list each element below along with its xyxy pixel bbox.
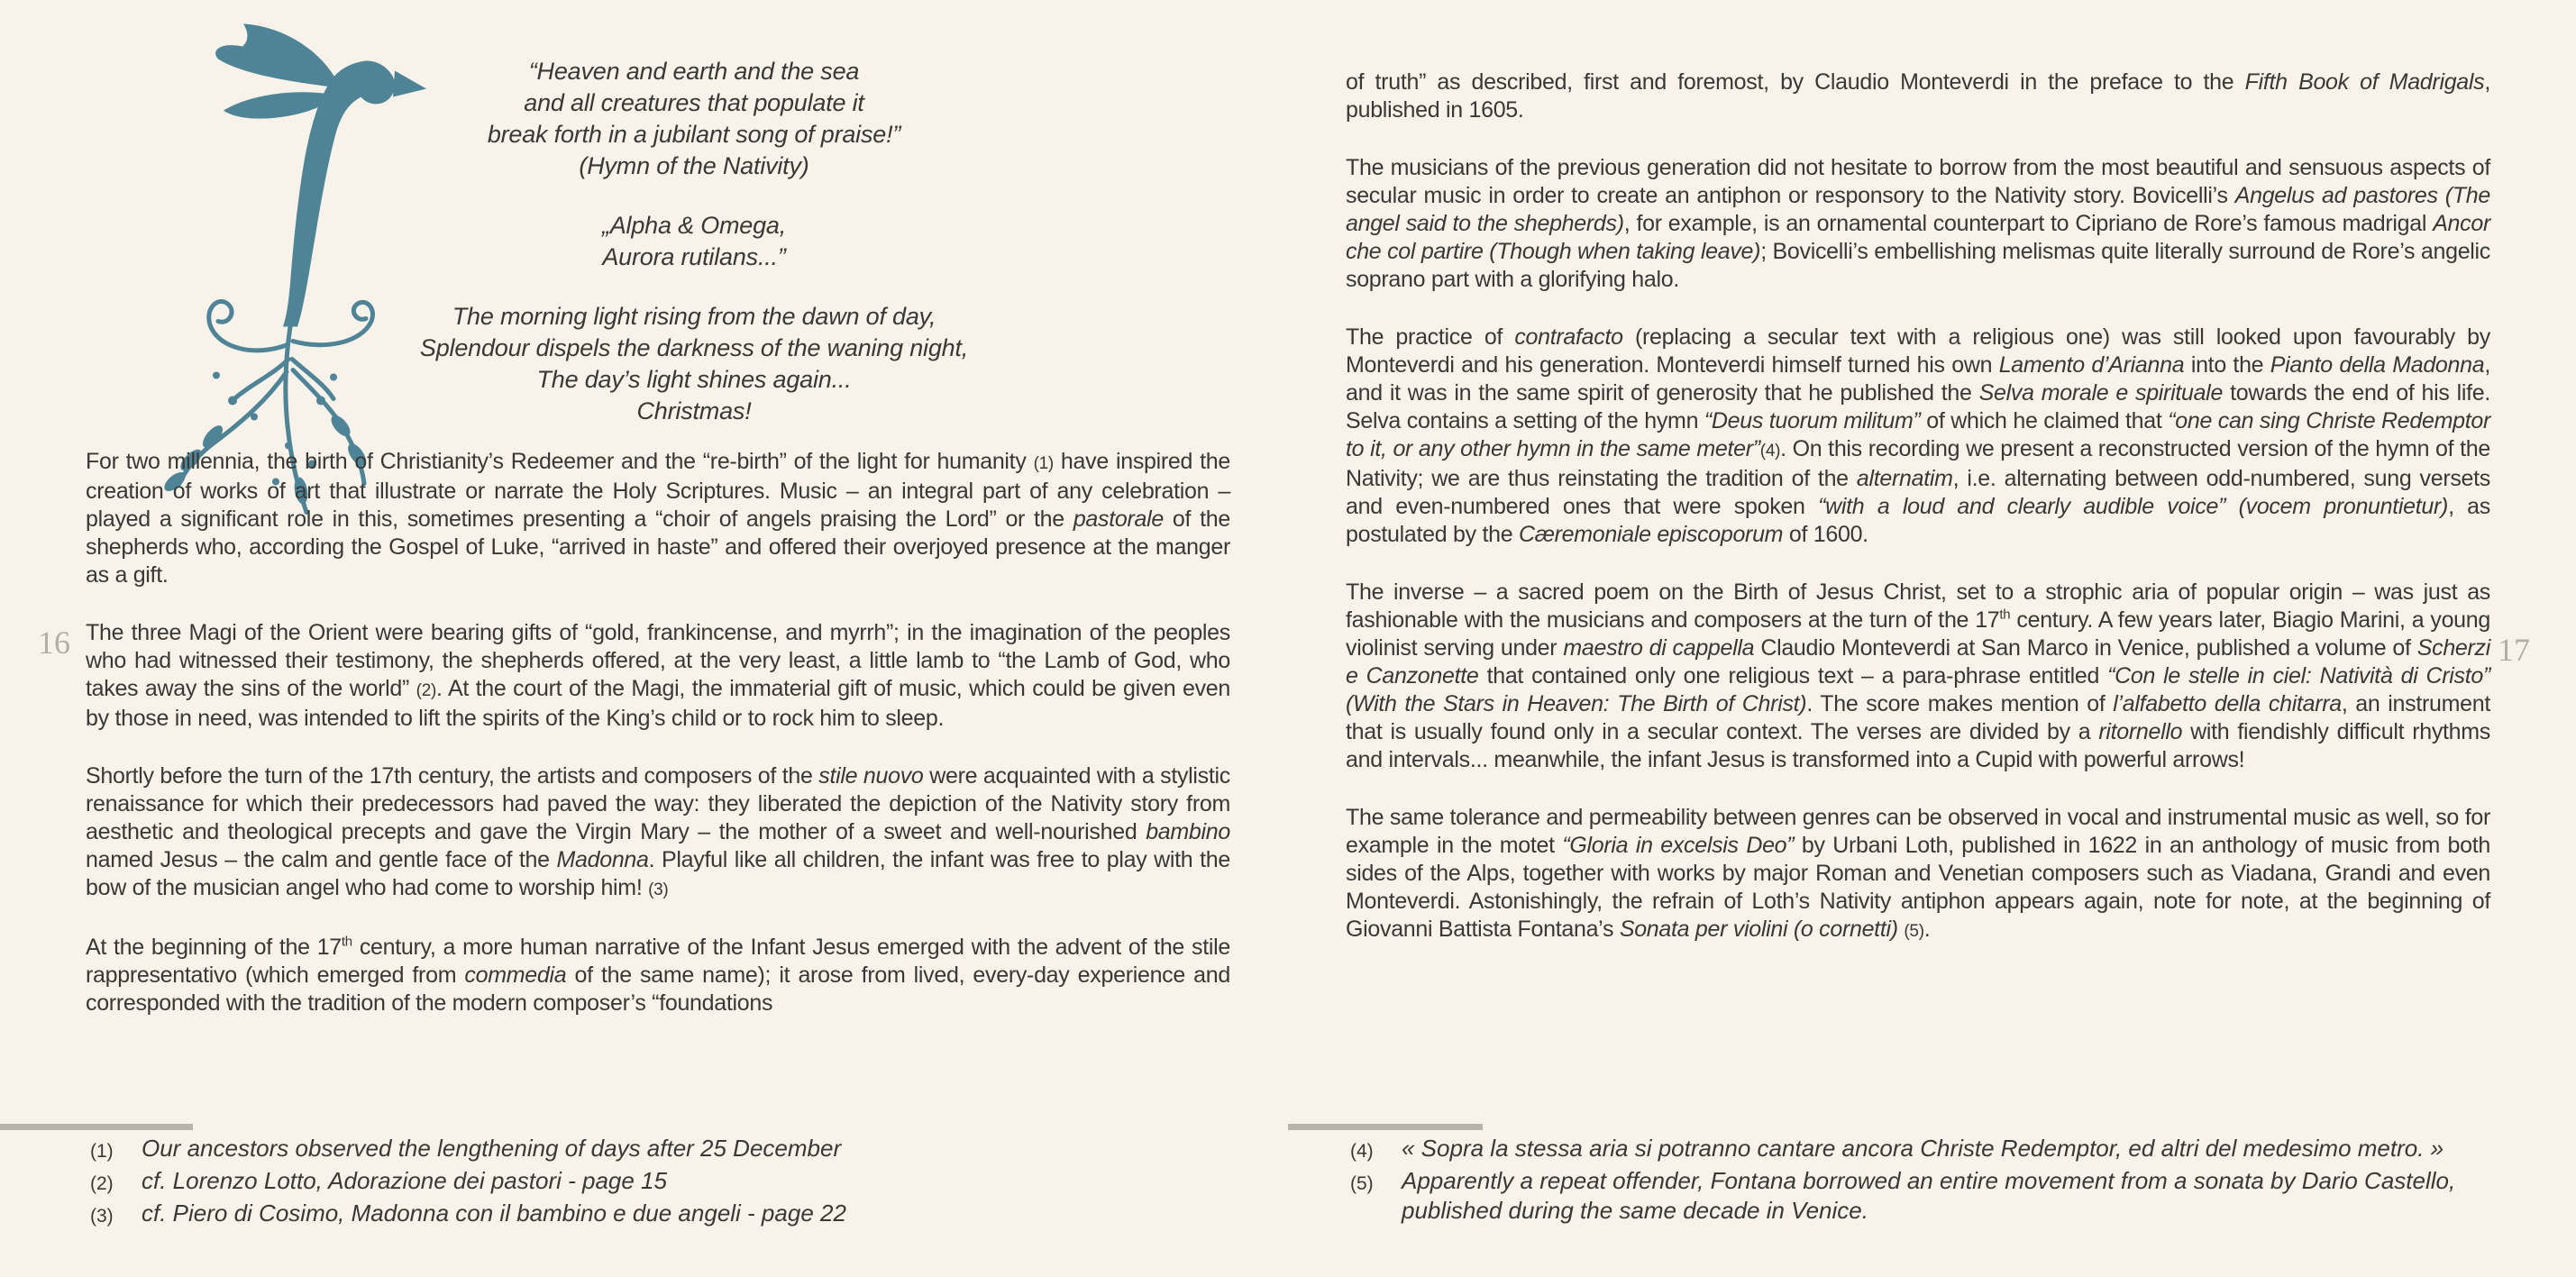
footnote-number: (2) — [90, 1173, 114, 1194]
paragraph: The three Magi of the Orient were bearing gifts of “gold, frankincense, and myrrh”; in the imagination of the peoples who had witnessed their testimony, the shepherds offered, at the very least, a little lamb to “the Lamb of God, who takes away the sins of the world” (2). At the court of the Magi, the immaterial gift of music, which could be given even by those in need, was intended to lift the spirits of the King’s child or to rock him to sleep. — [86, 620, 1230, 731]
quote-line: and all creatures that populate it — [524, 89, 864, 116]
quote-line: The morning light rising from the dawn of day, — [452, 303, 936, 330]
quote-line: „Alpha & Omega, — [601, 212, 787, 239]
footnote-text: cf. Lorenzo Lotto, Adorazione dei pastori - page 15 — [142, 1167, 667, 1194]
quote-line: Aurora rutilans...” — [602, 243, 786, 270]
footnote — [1350, 1134, 2549, 1166]
footnote-text: Apparently a repeat offender, Fontana borrowed an entire movement from a sonata by Dario Castello, published during the same decade in Venice. — [1402, 1167, 2456, 1224]
quote-line: Christmas! — [636, 397, 752, 424]
paragraph: of truth” as described, first and foremost, by Claudio Monteverdi in the preface to the Fifth Book of Madrigals, published in 1605. — [1346, 69, 2491, 123]
footnote-text: cf. Piero di Cosimo, Madonna con il bambino e due angeli - page 22 — [142, 1199, 846, 1227]
footnote-rule-left — [0, 1124, 193, 1130]
footnote-number: (1) — [90, 1141, 114, 1162]
page-number-right: 17 — [2498, 632, 2530, 668]
paragraph: The musicians of the previous generation did not hesitate to borrow from the most beautiful and sensuous aspects of secular music in order to create an antiphon or responsory to the Nativity story. Bovicelli’s Angelus ad pastores (The angel said to the shepherds), for example, is an ornamental counterpart to Cipriano de Rore’s famous madrigal Ancor che col partire (Though when taking leave); Bovicelli’s embellishing melismas quite literally surround de Rore’s angelic soprano part with a glorifying halo. — [1346, 155, 2491, 292]
quote-line: “Heaven and earth and the sea — [528, 58, 860, 85]
paragraph: The inverse – a sacred poem on the Birth of Jesus Christ, set to a strophic aria of popular origin – was just as fashionable with the musicians and composers at the turn of the 17th century. A few years later, Biagio Marini, a young violinist serving under maestro di cappella Claudio Monteverdi at San Marco in Venice, published a volume of Scherzi e Canzonette that contained only one religious text – a para-phrase entitled “Con le stelle in ciel: Natività di Cristo” (With the Stars in Heaven: The Birth of Christ). The score makes mention of l’alfabetto della chitarra, an instrument that is usually found only in a secular context. The verses are divided by a ritornello with fiendishly difficult rhythms and intervals... meanwhile, the infant Jesus is transformed into a Cupid with powerful arrows! — [1346, 579, 2491, 772]
footnote — [90, 1134, 1271, 1166]
quote-line: Splendour dispels the darkness of the waning night, — [419, 334, 969, 361]
footnote-number: (4) — [1350, 1141, 1374, 1162]
paragraph: The practice of contrafacto (replacing a secular text with a religious one) was still looked upon favourably by Monteverdi and his generation. Monteverdi himself turned his own Lamento d’Arianna into the Pianto della Madonna, and it was in the same spirit of generosity that he published the Selva morale e spirituale towards the end of his life. Selva contains a setting of the hymn “Deus tuorum militum” of which he claimed that “one can sing Christe Redemptor to it, or any other hymn in the same meter”(4). On this recording we present a reconstructed version of the hymn of the Nativity; we are thus reinstating the tradition of the alternatim, i.e. alternating between odd-numbered, sung versets and even-numbered ones that were spoken “with a loud and clearly audible voice” (vocem pronuntietur), as postulated by the Cæremoniale episcoporum of 1600. — [1346, 324, 2491, 547]
quote-line: break forth in a jubilant song of praise!” — [487, 121, 901, 148]
opening-quote — [297, 56, 1091, 427]
paragraph: The same tolerance and permeability between genres can be observed in vocal and instrumental music as well, so for example in the motet “Gloria in excelsis Deo” by Urbani Loth, published in 1622 in an anthology of music from both sides of the Alps, together with works by major Roman and Venetian composers such as Viadana, Grandi and even Monteverdi. Astonishingly, the refrain of Loth’s Nativity antiphon appears again, note for note, at the beginning of Giovanni Battista Fontana’s Sonata per violini (o cornetti) (5). — [1346, 805, 2490, 942]
footnote-number: (3) — [90, 1206, 114, 1227]
page-number-left: 16 — [38, 625, 70, 661]
right-page-body — [1346, 68, 2490, 945]
quote-stanza-latin — [297, 210, 1091, 273]
footnote-rule-right — [1288, 1124, 1483, 1130]
paragraph: For two millennia, the birth of Christianity’s Redeemer and the “re-birth” of the light for humanity (1) have inspired the creation of works of art that illustrate or narrate the Holy Scriptures. Music – an integral part of any celebration – played a significant role in this, sometimes presenting a “choir of angels praising the Lord” or the pastorale of the shepherds who, according the Gospel of Luke, “arrived in haste” and offered their overjoyed presence at the manger as a gift. — [86, 449, 1230, 588]
footnote-text: Our ancestors observed the lengthening of days after 25 December — [142, 1135, 842, 1162]
footnote — [1350, 1166, 2549, 1226]
left-page-body — [86, 448, 1230, 1017]
paragraph: At the beginning of the 17th century, a more human narrative of the Infant Jesus emerged with the advent of the stile rappresentativo (which emerged from commedia of the same name); it arose from lived, every-day experience and corresponded with the tradition of the modern composer’s “foundations — [86, 934, 1230, 1016]
quote-line: (Hymn of the Nativity) — [579, 152, 809, 179]
footnote — [90, 1166, 1271, 1199]
quote-stanza-morning-light — [297, 301, 1091, 427]
quote-line: The day’s light shines again... — [536, 366, 852, 393]
quote-stanza-hymn — [297, 56, 1091, 182]
footnote-number: (5) — [1350, 1173, 1374, 1194]
footnotes-left — [90, 1134, 1271, 1231]
footnote — [90, 1199, 1271, 1231]
footnote-text: « Sopra la stessa aria si potranno cantare ancora Christe Redemptor, ed altri del medesimo metro. » — [1402, 1135, 2444, 1162]
footnotes-right — [1350, 1134, 2549, 1226]
paragraph: Shortly before the turn of the 17th century, the artists and composers of the stile nuovo were acquainted with a stylistic renaissance for which their predecessors had paved the way: they liberated the depiction of the Nativity story from aesthetic and theological precepts and gave the Virgin Mary – the mother of a sweet and well-nourished bambino named Jesus – the calm and gentle face of the Madonna. Playful like all children, the infant was free to play with the bow of the musician angel who had come to worship him! (3) — [86, 763, 1230, 900]
